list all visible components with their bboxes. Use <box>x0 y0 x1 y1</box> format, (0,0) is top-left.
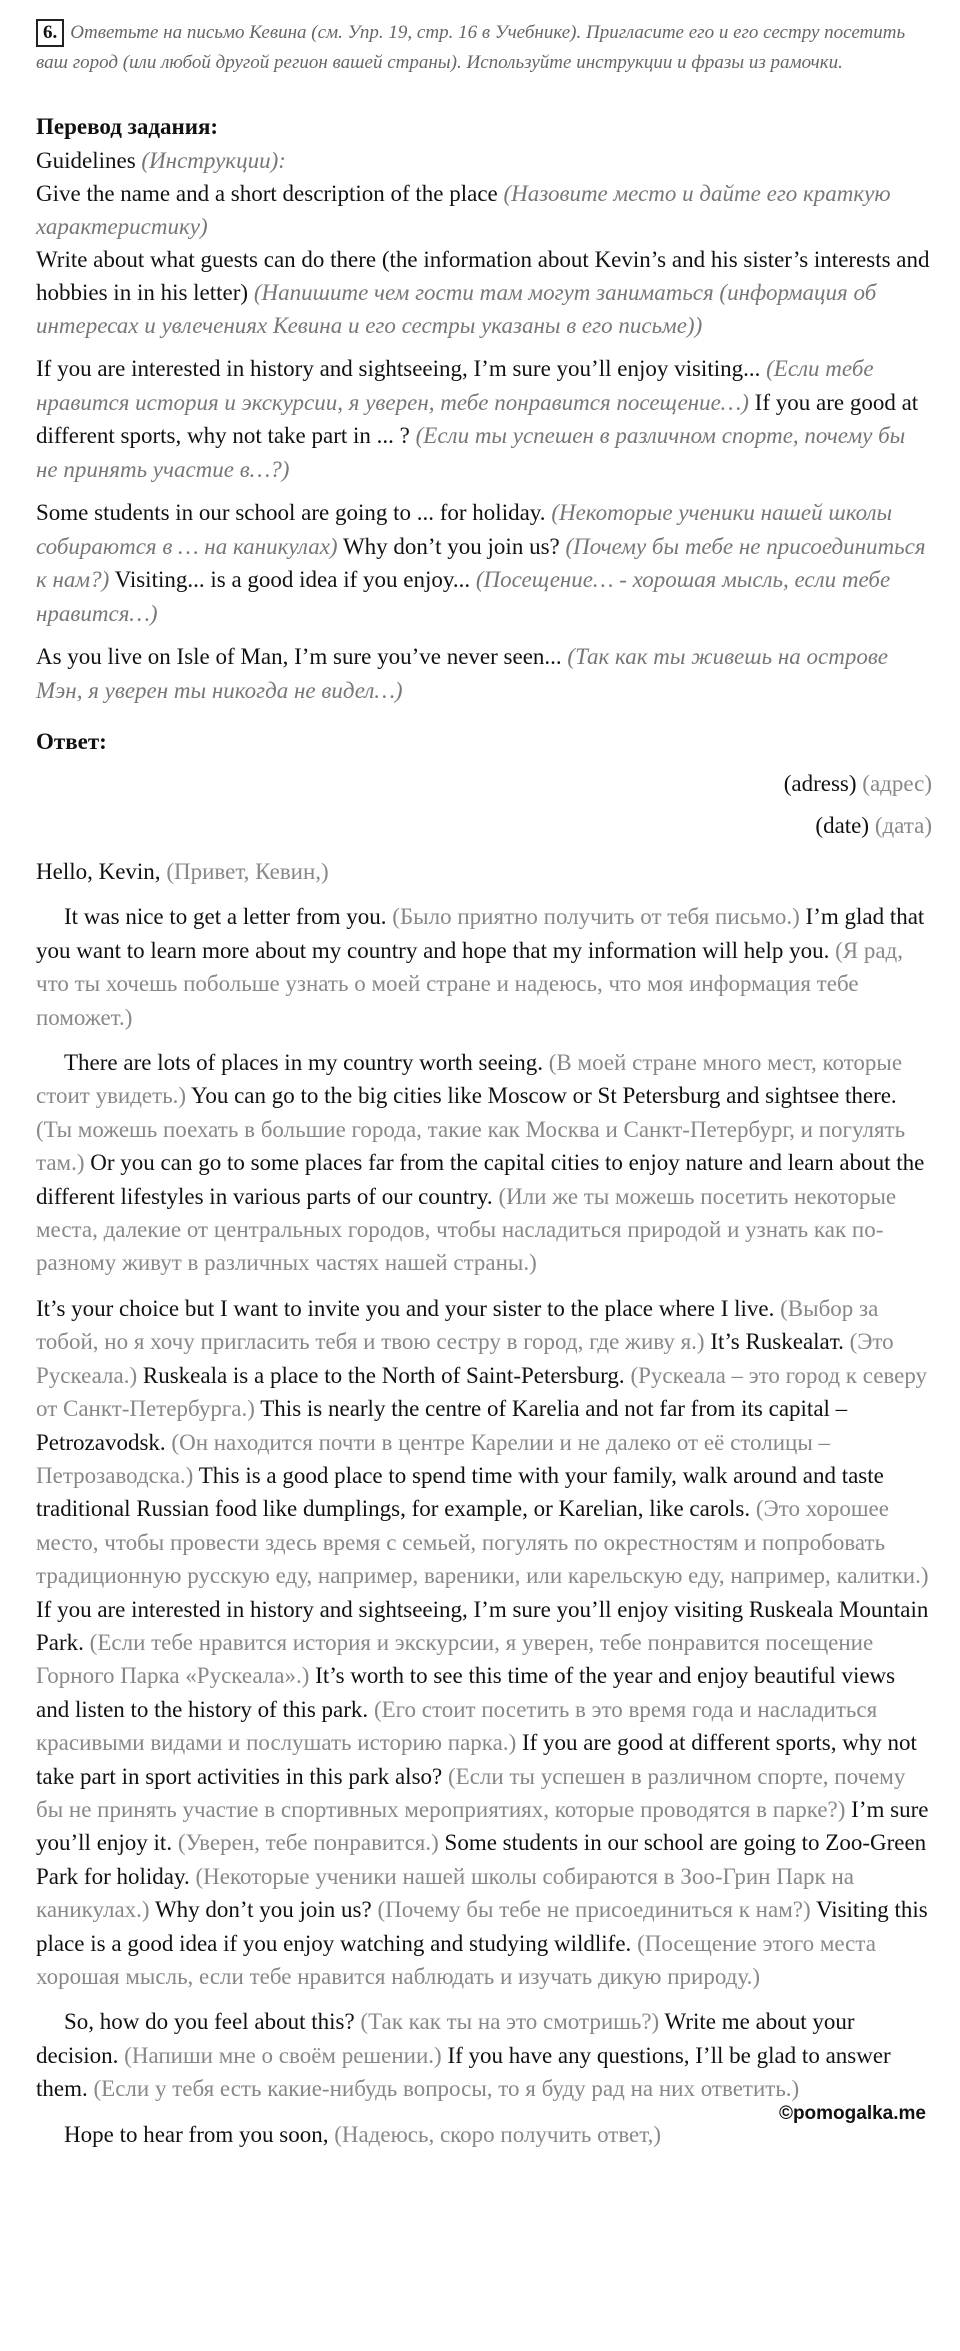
translation-text: (Ты можешь поехать в большие города, такие как Москва и Санкт-Петербург, и погулять там.) <box>36 1116 906 1176</box>
english-text: Why don’t you join us? <box>154 1897 372 1923</box>
phrase-ru: (Если ты успешен в различном спорте, почему бы не принять участие в…?) <box>36 423 906 482</box>
translation-text: (Напиши мне о своём решении.) <box>124 2042 442 2068</box>
phrase-en: As you live on Isle of Man, I’m sure you’ve never seen... <box>36 644 562 669</box>
greeting-ru: (Привет, Кевин,) <box>166 859 329 884</box>
task-text: Ответьте на письмо Кевина (см. Упр. 19, стр. 16 в Учебнике). Пригласите его и его сестру посетить ваш город (или любой другой регион вашей страны). Используйте инструкции и фразы из рамочки. <box>36 22 906 73</box>
answer-heading: Ответ: <box>36 729 107 754</box>
watermark-logo: ©pomogalka.me <box>775 2103 930 2125</box>
translation-text: (Некоторые ученики нашей школы собираются в Зоо-Грин Парк на каникулах.) <box>36 1863 854 1923</box>
translation-heading: Перевод задания: <box>36 114 219 139</box>
translation-text: (Его стоит посетить в это время года и насладиться красивыми видами и послушать историю парка.) <box>36 1696 878 1756</box>
phrase-ru: (Некоторые ученики нашей школы собираются в … на каникулах) <box>36 500 893 559</box>
english-text: Ruskeala is a place to the North of Saint-Petersburg. <box>142 1362 625 1388</box>
letter-paragraph-3 <box>36 1292 932 1994</box>
english-text: Some students in our school are going to Zoo-Green Park for holiday. <box>36 1830 927 1889</box>
date-en: (date) <box>815 813 870 838</box>
closing-ru: (Надеюсь, скоро получить ответ,) <box>334 2121 661 2147</box>
translation-text: (Посещение этого места хорошая мысль, если тебе нравится наблюдать и изучать дикую природу.) <box>36 1930 876 1989</box>
translation-text: (Рускеала – это город к северу от Санкт-Петербурга.) <box>36 1362 928 1422</box>
english-text: I’m sure you’ll enjoy it. <box>36 1796 929 1856</box>
translation-text: (Если тебе нравится история и экскурсии, я уверен, тебе понравится посещение Горного Парка «Рускеала».) <box>36 1629 874 1689</box>
item2-ru: (Напишите чем гости там могут заниматься (информация об интересах и увлечениях Кевина и его сестры указаны в его письме)) <box>36 280 877 338</box>
phrase-paragraph-2 <box>36 496 932 630</box>
phrase-en: Some students in our school are going to ... for holiday. <box>36 500 546 525</box>
phrase-en: If you are interested in history and sightseeing, I’m sure you’ll enjoy visiting... <box>36 356 761 381</box>
guideline-item-2 <box>36 243 932 342</box>
phrase-en: Visiting... is a good idea if you enjoy... <box>114 567 471 592</box>
translation-text: (Или же ты можешь посетить некоторые места, далекие от центральных городов, чтобы насладиться природой и узнать как по-разному живут в различных частях нашей страны.) <box>36 1183 897 1276</box>
english-text: Or you can go to some places far from the capital cities to enjoy nature and learn about the different lifestyles in various parts of our country. <box>36 1150 925 1209</box>
english-text: It was nice to get a letter from you. <box>64 904 387 930</box>
english-text: Visiting this place is a good idea if you enjoy watching and studying wildlife. <box>36 1897 928 1956</box>
phrase-en: If you are good at different sports, why not take part in ... ? <box>36 389 919 448</box>
greeting-line <box>36 855 932 888</box>
english-text: It’s worth to see this time of the year and enjoy beautiful views and listen to the history of this park. <box>36 1663 896 1722</box>
translation-text: (Если у тебя есть какие-нибудь вопросы, то я буду рад на них ответить.) <box>93 2076 800 2102</box>
english-text: If you have any questions, I’ll be glad to answer them. <box>36 2042 891 2102</box>
english-text: This is nearly the centre of Karelia and not far from its capital – Petrozavodsk. <box>36 1396 848 1455</box>
translation-text: (Это Рускеала.) <box>36 1329 894 1388</box>
address-line <box>36 767 932 801</box>
address-en: (adress) <box>783 771 857 796</box>
phrase-paragraph-1 <box>36 352 932 486</box>
translation-text: (Почему бы тебе не присоединиться к нам?) <box>377 1897 811 1923</box>
phrase-en: Why don’t you join us? <box>342 533 560 559</box>
task-instruction <box>36 18 932 78</box>
phrase-ru: (Так как ты живешь на острове Мэн, я уверен ты никогда не видел…) <box>36 644 889 703</box>
translation-text: (Это хорошее место, чтобы провести здесь время с семьей, погулять по окрестностям и попробовать традиционную русскую еду, например, вареники, или карельскую еду, например, калитки.) <box>36 1496 929 1589</box>
translation-text: (Уверен, тебе понравится.) <box>177 1830 439 1856</box>
english-text: It’s your choice but I want to invite you and your sister to the place where I live. <box>36 1295 775 1321</box>
date-ru: (дата) <box>874 813 932 838</box>
english-text: If you are interested in history and sightseeing, I’m sure you’ll enjoy visiting Ruskeala Mountain Park. <box>36 1596 929 1655</box>
letter-paragraph-2 <box>36 1046 932 1280</box>
item1-en: Give the name and a short description of the place <box>36 181 498 206</box>
translation-text: (Я рад, что ты хочешь побольше узнать о моей стране и надеюсь, что моя информация тебе поможет.) <box>36 937 904 1030</box>
greeting-en: Hello, Kevin, <box>36 859 161 884</box>
date-line <box>36 809 932 843</box>
translation-text: (Если ты успешен в различном спорте, почему бы не принять участие в спортивных мероприятиях, которые проводятся в парке?) <box>36 1763 906 1822</box>
translation-text: (Он находится почти в центре Карелии и не далеко от её столицы – Петрозаводска.) <box>36 1429 831 1488</box>
english-text: Write me about your decision. <box>36 2009 855 2068</box>
guidelines-ru: (Инструкции): <box>141 148 286 173</box>
english-text: There are lots of places in my country worth seeing. <box>64 1050 544 1076</box>
task-number: 6. <box>36 19 64 47</box>
translation-text: (Было приятно получить от тебя письмо.) <box>392 904 800 930</box>
item2-en: Write about what guests can do there (the information about Kevin’s and his sister’s interests and hobbies in in his letter) <box>36 247 930 305</box>
phrase-ru: (Почему бы тебе не присоединиться к нам?) <box>36 533 926 592</box>
letter-paragraph-1 <box>36 900 932 1034</box>
phrase-ru: (Посещение… - хорошая мысль, если тебе нравится…) <box>36 567 891 626</box>
english-text: If you are good at different sports, why not take part in sport activities in this park also? <box>36 1730 917 1789</box>
document-page <box>36 18 932 2151</box>
translation-text: (Так как ты на это смотришь?) <box>360 2009 660 2035</box>
guideline-item-1 <box>36 177 932 243</box>
translation-text: (В моей стране много мест, которые стоит увидеть.) <box>36 1050 903 1109</box>
address-ru: (адрес) <box>862 771 932 796</box>
phrase-ru: (Если тебе нравится история и экскурсии, я уверен, тебе понравится посещение…) <box>36 356 874 415</box>
item1-ru: (Назовите место и дайте его краткую характеристику) <box>36 181 891 239</box>
closing-en: Hope to hear from you soon, <box>64 2121 329 2147</box>
english-text: You can go to the big cities like Moscow or St Petersburg and sightsee there. <box>191 1083 897 1109</box>
english-text: It’s Ruskealaт. <box>710 1329 844 1355</box>
english-text: I’m glad that you want to learn more about my country and hope that my information will help you. <box>36 904 925 963</box>
guidelines-line <box>36 144 932 177</box>
english-text: This is a good place to spend time with your family, walk around and taste traditional Russian food like dumplings, for example, or Karelian, like carols. <box>36 1462 884 1522</box>
translation-text: (Выбор за тобой, но я хочу пригласить тебя и твою сестру в город, где живу я.) <box>36 1295 879 1355</box>
english-text: So, how do you feel about this? <box>64 2009 355 2035</box>
guidelines-en: Guidelines <box>36 148 136 173</box>
phrase-paragraph-3 <box>36 640 932 707</box>
letter-paragraph-4 <box>36 2005 932 2105</box>
